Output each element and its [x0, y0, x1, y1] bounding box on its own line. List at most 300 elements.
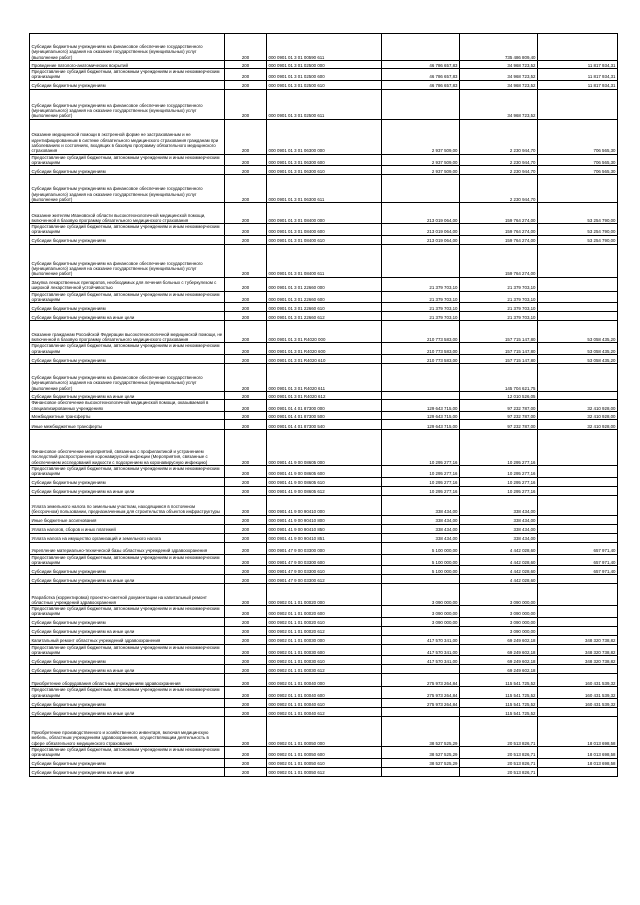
table-row	[30, 554, 618, 566]
row-admin-code-cell: 200	[225, 584, 267, 606]
row-admin-code-cell: 200	[225, 89, 267, 119]
row-admin-code-cell: 200	[225, 224, 267, 236]
row-amount-2-cell: 34 968 723,52	[460, 61, 538, 69]
row-amount-3-cell: 11 817 934,31	[538, 80, 618, 89]
row-amount-2-cell: 338 434,00	[460, 495, 538, 515]
row-amount-3-cell: 348 320 738,82	[538, 656, 618, 665]
row-budget-code-cell: 000 0901 01 3 01 R4020 612	[267, 391, 382, 399]
row-amount-3-cell	[538, 665, 618, 674]
row-amount-1-cell: 21 379 703,10	[382, 303, 460, 312]
row-amount-3-cell: 32 410 928,00	[538, 419, 618, 429]
table-row	[30, 575, 618, 584]
row-amount-1-cell	[382, 89, 460, 119]
row-amount-2-cell: 4 442 028,60	[460, 554, 538, 566]
row-amount-1-cell: 338 434,00	[382, 524, 460, 533]
table-row	[30, 716, 618, 746]
table-row	[30, 354, 618, 363]
row-name-cell: Иные межбюджетные трансферты	[30, 419, 225, 429]
row-amount-3-cell: 53 058 435,20	[538, 354, 618, 363]
row-amount-3-cell	[538, 533, 618, 542]
row-amount-3-cell: 11 817 934,31	[538, 61, 618, 69]
table-row	[30, 477, 618, 486]
row-amount-1-cell: 10 295 277,16	[382, 477, 460, 486]
row-budget-code-cell: 000 0902 01 1 01 00020 000	[267, 584, 382, 606]
row-amount-3-cell: 706 565,30	[538, 154, 618, 166]
row-amount-2-cell: 21 379 703,10	[460, 277, 538, 291]
table-row	[30, 419, 618, 429]
row-budget-code-cell: 000 0902 01 1 01 00030 612	[267, 665, 382, 674]
row-name-cell: Субсидии бюджетным учреждениям на иные цели	[30, 707, 225, 716]
row-amount-2-cell: 69 249 602,18	[460, 644, 538, 656]
row-amount-3-cell	[538, 477, 618, 486]
row-amount-2-cell: 157 715 147,80	[460, 321, 538, 343]
table-row	[30, 34, 618, 61]
row-amount-2-cell: 159 764 274,00	[460, 203, 538, 224]
row-admin-code-cell: 200	[225, 566, 267, 575]
table-row	[30, 606, 618, 618]
table-row	[30, 69, 618, 81]
row-admin-code-cell: 200	[225, 644, 267, 656]
row-amount-1-cell: 38 527 525,29	[382, 716, 460, 746]
table-row	[30, 291, 618, 303]
row-amount-3-cell: 53 254 790,00	[538, 235, 618, 244]
table-row	[30, 767, 618, 776]
row-name-cell: Предоставление субсидий бюджетным, автономным учреждениям и иным некоммерческим организациям	[30, 69, 225, 81]
row-amount-2-cell: 20 513 826,71	[460, 767, 538, 776]
row-amount-2-cell: 20 513 826,71	[460, 716, 538, 746]
row-admin-code-cell: 200	[225, 235, 267, 244]
row-amount-3-cell: 18 013 698,58	[538, 758, 618, 767]
row-budget-code-cell: 000 0902 01 1 01 00040 000	[267, 674, 382, 687]
row-amount-1-cell: 46 786 657,83	[382, 80, 460, 89]
row-admin-code-cell: 200	[225, 175, 267, 203]
row-amount-3-cell	[538, 617, 618, 626]
row-admin-code-cell: 200	[225, 698, 267, 707]
row-amount-1-cell: 338 434,00	[382, 515, 460, 524]
row-amount-3-cell: 657 971,40	[538, 542, 618, 554]
row-amount-1-cell: 210 773 583,00	[382, 343, 460, 355]
row-budget-code-cell: 000 0902 01 1 01 00040 600	[267, 687, 382, 699]
table-row	[30, 154, 618, 166]
row-admin-code-cell: 200	[225, 354, 267, 363]
row-amount-3-cell	[538, 524, 618, 533]
row-amount-2-cell: 338 434,00	[460, 515, 538, 524]
row-name-cell: Предоставление субсидий бюджетным, автономным учреждениям и иным некоммерческим организациям	[30, 644, 225, 656]
row-amount-1-cell: 417 570 341,00	[382, 644, 460, 656]
row-name-cell: Субсидии бюджетным учреждениям на иные цели	[30, 391, 225, 399]
row-name-cell: Капитальный ремонт областных учреждений здравоохранения	[30, 635, 225, 644]
row-amount-3-cell: 53 058 435,20	[538, 321, 618, 343]
row-amount-1-cell	[382, 707, 460, 716]
row-name-cell: Предоставление субсидий бюджетным, автономным учреждениям и иным некоммерческим организациям	[30, 291, 225, 303]
row-amount-2-cell: 97 232 787,00	[460, 399, 538, 411]
row-name-cell: Предоставление субсидий бюджетным, автономным учреждениям и иным некоммерческим организациям	[30, 465, 225, 477]
table-row	[30, 656, 618, 665]
row-amount-2-cell: 159 764 274,00	[460, 235, 538, 244]
row-amount-2-cell: 115 541 725,52	[460, 687, 538, 699]
row-amount-2-cell: 2 230 944,70	[460, 154, 538, 166]
row-amount-1-cell: 417 570 341,00	[382, 635, 460, 644]
row-amount-1-cell: 3 090 000,00	[382, 617, 460, 626]
row-budget-code-cell: 000 0902 01 1 01 00050 000	[267, 716, 382, 746]
row-budget-code-cell: 000 0901 47 9 00 03300 600	[267, 554, 382, 566]
row-budget-code-cell: 000 0901 01 3 01 08400 611	[267, 244, 382, 277]
table-row	[30, 665, 618, 674]
table-row	[30, 166, 618, 175]
row-admin-code-cell: 200	[225, 166, 267, 175]
table-row	[30, 312, 618, 321]
row-admin-code-cell: 200	[225, 687, 267, 699]
row-name-cell: Предоставление субсидий бюджетным, автономным учреждениям и иным некоммерческим организациям	[30, 343, 225, 355]
row-amount-3-cell: 18 013 698,58	[538, 746, 618, 758]
row-amount-2-cell: 10 295 277,16	[460, 486, 538, 495]
row-admin-code-cell: 200	[225, 203, 267, 224]
table-row	[30, 203, 618, 224]
row-budget-code-cell: 000 0901 01 4 01 87300 540	[267, 419, 382, 429]
row-name-cell: Субсидии бюджетным учреждениям на иные цели	[30, 312, 225, 321]
table-row	[30, 175, 618, 203]
row-amount-2-cell: 145 704 621,75	[460, 363, 538, 391]
row-amount-1-cell: 213 019 064,00	[382, 235, 460, 244]
row-budget-code-cell: 000 0901 01 3 01 06300 600	[267, 154, 382, 166]
row-amount-2-cell: 2 230 944,70	[460, 166, 538, 175]
row-amount-1-cell: 2 937 509,00	[382, 166, 460, 175]
row-amount-3-cell: 18 013 698,58	[538, 716, 618, 746]
row-admin-code-cell: 200	[225, 154, 267, 166]
row-amount-2-cell: 21 379 703,10	[460, 303, 538, 312]
row-amount-2-cell: 10 295 277,16	[460, 429, 538, 465]
row-admin-code-cell: 200	[225, 707, 267, 716]
row-name-cell: Субсидии бюджетным учреждениям на иные цели	[30, 665, 225, 674]
row-amount-1-cell: 3 090 000,00	[382, 584, 460, 606]
row-name-cell: Предоставление субсидий бюджетным, автономным учреждениям и иным некоммерческим организациям	[30, 687, 225, 699]
row-amount-1-cell: 210 773 583,00	[382, 321, 460, 343]
table-row	[30, 617, 618, 626]
row-amount-3-cell	[538, 495, 618, 515]
table-row	[30, 391, 618, 399]
row-amount-3-cell	[538, 312, 618, 321]
row-budget-code-cell: 000 0901 01 3 01 02500 611	[267, 89, 382, 119]
row-amount-2-cell: 115 541 725,52	[460, 674, 538, 687]
row-amount-3-cell	[538, 429, 618, 465]
row-amount-2-cell: 159 764 274,00	[460, 244, 538, 277]
row-name-cell: Субсидии бюджетным учреждениям на иные цели	[30, 626, 225, 635]
row-amount-1-cell: 46 786 657,83	[382, 69, 460, 81]
row-name-cell: Оказание медицинской помощи в экстренной форме не застрахованным и не идентифицированным в системе обязательного медицинского страхования гражданам при заболеваниях и состояниях, входящих в базовую программу обязательного медицинского страхования	[30, 119, 225, 154]
row-name-cell: Предоставление субсидий бюджетным, автономным учреждениям и иным некоммерческим организациям	[30, 606, 225, 618]
row-admin-code-cell: 200	[225, 69, 267, 81]
row-budget-code-cell: 000 0901 01 3 01 06300 000	[267, 119, 382, 154]
row-amount-1-cell: 21 379 703,10	[382, 277, 460, 291]
table-row	[30, 698, 618, 707]
row-amount-2-cell: 338 434,00	[460, 533, 538, 542]
table-row	[30, 644, 618, 656]
row-name-cell: Проведение патолого-анатомических вскрытий	[30, 61, 225, 69]
table-row	[30, 89, 618, 119]
table-row	[30, 626, 618, 635]
row-amount-3-cell	[538, 767, 618, 776]
row-amount-1-cell: 5 100 000,00	[382, 542, 460, 554]
row-name-cell: Субсидии бюджетным учреждениям	[30, 477, 225, 486]
row-admin-code-cell: 200	[225, 524, 267, 533]
row-amount-2-cell: 2 230 944,70	[460, 119, 538, 154]
row-admin-code-cell: 200	[225, 606, 267, 618]
row-amount-2-cell: 34 968 723,52	[460, 89, 538, 119]
row-admin-code-cell: 200	[225, 665, 267, 674]
row-name-cell: Закупка лекарственных препаратов, необходимых для лечения больных с туберкулезом с широкой лекарственной устойчивостью	[30, 277, 225, 291]
row-amount-1-cell: 210 773 583,00	[382, 354, 460, 363]
row-amount-1-cell: 417 570 341,00	[382, 656, 460, 665]
table-row	[30, 524, 618, 533]
row-amount-3-cell	[538, 89, 618, 119]
row-amount-2-cell: 3 090 000,00	[460, 584, 538, 606]
row-amount-3-cell: 706 565,30	[538, 119, 618, 154]
row-name-cell: Субсидии бюджетным учреждениям на финансовое обеспечение государственного (муниципального) задания на оказание государственных (муниципальных) услуг (выполнение работ)	[30, 244, 225, 277]
row-admin-code-cell: 200	[225, 61, 267, 69]
row-amount-2-cell: 735 486 809,40	[460, 34, 538, 61]
row-budget-code-cell: 000 0901 47 9 00 03300 612	[267, 575, 382, 584]
row-amount-1-cell	[382, 244, 460, 277]
row-amount-2-cell: 338 434,00	[460, 524, 538, 533]
row-amount-2-cell: 20 513 826,71	[460, 758, 538, 767]
row-name-cell: Оказание гражданам Российской Федерации высокотехнологичной медицинской помощи, не включенной в базовую программу обязательного медицинского страхования	[30, 321, 225, 343]
table-row	[30, 707, 618, 716]
row-amount-3-cell	[538, 303, 618, 312]
row-amount-1-cell	[382, 34, 460, 61]
table-row	[30, 533, 618, 542]
row-budget-code-cell: 000 0901 01 3 01 R4020 000	[267, 321, 382, 343]
row-name-cell: Субсидии бюджетным учреждениям на финансовое обеспечение государственного (муниципального) задания на оказание государственных (муниципальных) услуг (выполнение работ)	[30, 89, 225, 119]
row-admin-code-cell: 200	[225, 515, 267, 524]
row-admin-code-cell: 200	[225, 617, 267, 626]
row-amount-1-cell: 38 527 525,29	[382, 746, 460, 758]
row-admin-code-cell: 200	[225, 291, 267, 303]
row-name-cell: Уплата налогов, сборов и иных платежей	[30, 524, 225, 533]
row-amount-3-cell: 53 254 790,00	[538, 203, 618, 224]
table-row	[30, 495, 618, 515]
row-amount-3-cell: 160 431 539,32	[538, 687, 618, 699]
row-name-cell: Субсидии бюджетным учреждениям	[30, 80, 225, 89]
row-admin-code-cell: 200	[225, 486, 267, 495]
row-amount-3-cell	[538, 584, 618, 606]
row-amount-1-cell: 10 295 277,16	[382, 429, 460, 465]
row-admin-code-cell: 200	[225, 244, 267, 277]
row-budget-code-cell: 000 0901 01 3 01 22660 000	[267, 277, 382, 291]
table-row	[30, 687, 618, 699]
row-amount-2-cell: 34 968 723,52	[460, 69, 538, 81]
row-budget-code-cell: 000 0902 01 1 01 00050 610	[267, 758, 382, 767]
table-row	[30, 515, 618, 524]
row-name-cell: Субсидии бюджетным учреждениям на иные цели	[30, 575, 225, 584]
table-row	[30, 566, 618, 575]
table-row	[30, 486, 618, 495]
table-row	[30, 758, 618, 767]
row-amount-2-cell: 2 230 944,70	[460, 175, 538, 203]
row-admin-code-cell: 200	[225, 419, 267, 429]
row-name-cell: Субсидии бюджетным учреждениям	[30, 656, 225, 665]
row-budget-code-cell: 000 0902 01 1 01 00040 612	[267, 707, 382, 716]
row-amount-3-cell	[538, 606, 618, 618]
row-budget-code-cell: 000 0901 41 9 00 90410 850	[267, 524, 382, 533]
row-amount-2-cell: 97 232 787,00	[460, 411, 538, 419]
row-admin-code-cell: 200	[225, 321, 267, 343]
row-budget-code-cell: 000 0901 01 3 01 06300 611	[267, 175, 382, 203]
row-name-cell: Предоставление субсидий бюджетным, автономным учреждениям и иным некоммерческим организациям	[30, 554, 225, 566]
row-budget-code-cell: 000 0902 01 1 01 00020 610	[267, 617, 382, 626]
row-amount-1-cell: 213 019 064,00	[382, 224, 460, 236]
row-amount-3-cell	[538, 244, 618, 277]
row-admin-code-cell: 200	[225, 411, 267, 419]
row-amount-1-cell: 5 100 000,00	[382, 566, 460, 575]
row-admin-code-cell: 200	[225, 277, 267, 291]
row-budget-code-cell: 000 0902 01 1 01 00020 600	[267, 606, 382, 618]
row-admin-code-cell: 200	[225, 303, 267, 312]
table-row	[30, 542, 618, 554]
row-admin-code-cell: 200	[225, 635, 267, 644]
row-amount-2-cell: 21 379 703,10	[460, 291, 538, 303]
table-row	[30, 635, 618, 644]
row-amount-3-cell: 32 410 928,00	[538, 399, 618, 411]
row-amount-2-cell: 115 541 725,52	[460, 707, 538, 716]
row-admin-code-cell: 200	[225, 533, 267, 542]
row-name-cell: Предоставление субсидий бюджетным, автономным учреждениям и иным некоммерческим организациям	[30, 154, 225, 166]
row-name-cell: Предоставление субсидий бюджетным, автономным учреждениям и иным некоммерческим организациям	[30, 224, 225, 236]
row-amount-3-cell: 348 320 738,82	[538, 635, 618, 644]
row-admin-code-cell: 200	[225, 716, 267, 746]
row-amount-3-cell	[538, 575, 618, 584]
row-amount-3-cell	[538, 626, 618, 635]
row-name-cell: Субсидии бюджетным учреждениям	[30, 303, 225, 312]
row-name-cell: Финансовое обеспечение мероприятий, связанных с профилактикой и устранением последствий распространения коронавирусной инфекции (Мероприятия, связанные с обеспечением исследований жидкости с подозрением на коронавирусную инфекцию)	[30, 429, 225, 465]
row-budget-code-cell: 000 0901 01 3 01 08400 610	[267, 235, 382, 244]
row-amount-1-cell	[382, 175, 460, 203]
row-admin-code-cell: 200	[225, 542, 267, 554]
table-row	[30, 321, 618, 343]
row-admin-code-cell: 200	[225, 575, 267, 584]
row-budget-code-cell: 000 0901 01 3 01 00590 611	[267, 34, 382, 61]
row-amount-1-cell: 275 973 264,84	[382, 687, 460, 699]
row-budget-code-cell: 000 0901 41 9 00 90410 000	[267, 495, 382, 515]
row-budget-code-cell: 000 0901 01 3 01 08400 600	[267, 224, 382, 236]
row-amount-2-cell: 69 249 602,18	[460, 656, 538, 665]
row-amount-3-cell: 657 971,40	[538, 566, 618, 575]
row-amount-1-cell	[382, 391, 460, 399]
row-budget-code-cell: 000 0901 01 3 01 02500 000	[267, 61, 382, 69]
row-admin-code-cell: 200	[225, 656, 267, 665]
row-admin-code-cell: 200	[225, 758, 267, 767]
row-budget-code-cell: 000 0901 47 9 00 03300 610	[267, 566, 382, 575]
row-budget-code-cell: 000 0901 01 3 01 22660 610	[267, 303, 382, 312]
row-budget-code-cell: 000 0901 01 3 01 02500 610	[267, 80, 382, 89]
table-row	[30, 80, 618, 89]
row-amount-2-cell: 157 715 147,80	[460, 354, 538, 363]
row-amount-3-cell	[538, 391, 618, 399]
row-amount-3-cell: 160 431 539,32	[538, 698, 618, 707]
row-amount-3-cell: 348 320 738,82	[538, 644, 618, 656]
row-amount-3-cell	[538, 291, 618, 303]
row-amount-3-cell	[538, 175, 618, 203]
row-amount-3-cell	[538, 515, 618, 524]
table-row	[30, 465, 618, 477]
row-admin-code-cell: 200	[225, 391, 267, 399]
row-amount-3-cell	[538, 277, 618, 291]
table-row	[30, 746, 618, 758]
row-amount-1-cell: 129 643 715,00	[382, 419, 460, 429]
row-admin-code-cell: 200	[225, 429, 267, 465]
row-amount-1-cell	[382, 363, 460, 391]
table-row	[30, 224, 618, 236]
row-budget-code-cell: 000 0901 41 9 00 08605 610	[267, 477, 382, 486]
row-amount-3-cell: 11 817 934,31	[538, 69, 618, 81]
row-amount-1-cell	[382, 575, 460, 584]
row-budget-code-cell: 000 0901 41 9 00 90410 851	[267, 533, 382, 542]
row-amount-2-cell: 157 715 147,80	[460, 343, 538, 355]
row-amount-2-cell: 20 513 826,71	[460, 746, 538, 758]
row-name-cell: Иные бюджетные ассигнования	[30, 515, 225, 524]
row-budget-code-cell: 000 0901 41 9 00 08605 600	[267, 465, 382, 477]
row-amount-3-cell: 706 565,30	[538, 166, 618, 175]
row-budget-code-cell: 000 0901 01 3 01 08400 000	[267, 203, 382, 224]
row-amount-1-cell: 21 379 703,10	[382, 291, 460, 303]
row-admin-code-cell: 200	[225, 343, 267, 355]
row-amount-1-cell	[382, 626, 460, 635]
row-amount-2-cell: 34 968 723,52	[460, 80, 538, 89]
row-amount-2-cell: 10 295 277,16	[460, 477, 538, 486]
row-amount-3-cell: 53 254 790,00	[538, 224, 618, 236]
row-budget-code-cell: 000 0901 01 3 01 02500 600	[267, 69, 382, 81]
row-admin-code-cell: 200	[225, 34, 267, 61]
row-amount-2-cell: 3 090 000,00	[460, 606, 538, 618]
row-name-cell: Субсидии бюджетным учреждениям	[30, 235, 225, 244]
row-budget-code-cell: 000 0901 01 4 01 87300 000	[267, 399, 382, 411]
row-amount-2-cell: 10 295 277,16	[460, 465, 538, 477]
row-amount-1-cell: 38 527 525,29	[382, 758, 460, 767]
row-budget-code-cell: 000 0902 01 1 01 00020 612	[267, 626, 382, 635]
table-row	[30, 674, 618, 687]
row-amount-1-cell	[382, 665, 460, 674]
row-amount-1-cell: 21 379 703,10	[382, 312, 460, 321]
row-amount-2-cell: 4 442 028,60	[460, 575, 538, 584]
table-row	[30, 584, 618, 606]
row-budget-code-cell: 000 0901 41 9 00 90410 800	[267, 515, 382, 524]
table-row	[30, 244, 618, 277]
table-body	[30, 34, 618, 777]
row-name-cell: Субсидии бюджетным учреждениям	[30, 166, 225, 175]
row-budget-code-cell: 000 0901 01 3 01 22660 600	[267, 291, 382, 303]
row-name-cell: Приобретение производственного и хозяйственного инвентаря, включая медицинскую мебель, областным учреждениям здравоохранения, осуществляющим деятельность в сфере обязательного медицинского страхования	[30, 716, 225, 746]
row-amount-3-cell	[538, 486, 618, 495]
row-name-cell: Субсидии бюджетным учреждениям	[30, 758, 225, 767]
row-name-cell: Субсидии бюджетным учреждениям	[30, 354, 225, 363]
row-name-cell: Приобретение оборудования областным учреждениям здравоохранения	[30, 674, 225, 687]
row-budget-code-cell: 000 0901 41 9 00 08605 612	[267, 486, 382, 495]
row-amount-1-cell: 5 100 000,00	[382, 554, 460, 566]
row-amount-1-cell: 129 643 715,00	[382, 411, 460, 419]
row-name-cell: Финансовое обеспечение высокотехнологичной медицинской помощи, оказываемой в специализированных учреждениях	[30, 399, 225, 411]
row-admin-code-cell: 200	[225, 554, 267, 566]
row-amount-3-cell	[538, 34, 618, 61]
budget-execution-table	[29, 33, 618, 777]
row-admin-code-cell: 200	[225, 477, 267, 486]
row-admin-code-cell: 200	[225, 746, 267, 758]
row-name-cell: Субсидии бюджетным учреждениям на финансовое обеспечение государственного (муниципального) задания на оказание государственных (муниципальных) услуг (выполнение работ)	[30, 363, 225, 391]
row-name-cell: Предоставление субсидий бюджетным, автономным учреждениям и иным некоммерческим организациям	[30, 746, 225, 758]
row-amount-3-cell	[538, 363, 618, 391]
row-amount-2-cell: 12 010 526,05	[460, 391, 538, 399]
row-name-cell: Уплата земельного налога по земельным участкам, находящимся в постоянном (бессрочном) пользовании, предназначенным для строительства объектов инфраструктуры	[30, 495, 225, 515]
row-name-cell: Субсидии бюджетным учреждениям на иные цели	[30, 486, 225, 495]
table-row	[30, 363, 618, 391]
